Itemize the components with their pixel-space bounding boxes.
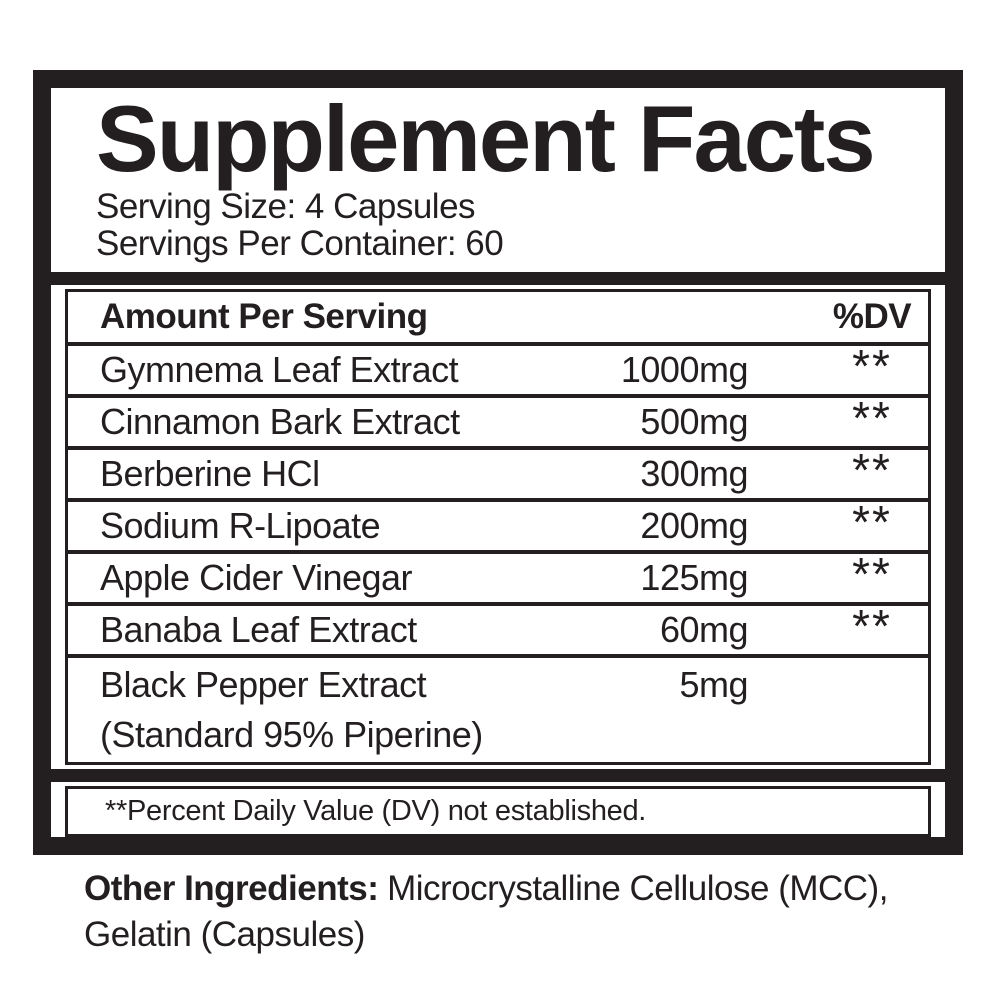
label-header (51, 88, 945, 262)
other-ingredients-text: Microcrystalline Cellulose (MCC), Gelatin (Capsules) (84, 869, 888, 954)
thick-divider-top (51, 272, 945, 285)
ingredient-name: Cinnamon Bark Extract (100, 401, 460, 442)
ingredient-amount: 500mg (640, 401, 748, 442)
ingredient-amount: 200mg (640, 505, 748, 546)
ingredient-amount: 1000mg (620, 349, 748, 390)
ingredient-name: Banaba Leaf Extract (100, 609, 417, 650)
ingredient-amount: 300mg (640, 453, 748, 494)
ingredient-name: Sodium R-Lipoate (100, 505, 381, 546)
other-ingredients (84, 866, 944, 958)
ingredient-dv: ** (852, 392, 892, 444)
other-ingredients-label: Other Ingredients: (84, 869, 379, 908)
header-dv: %DV (832, 297, 912, 336)
ingredient-row (68, 496, 928, 554)
ingredient-amount: 60mg (659, 609, 748, 650)
header-amount-per-serving: Amount Per Serving (100, 297, 428, 336)
supplement-label-frame (33, 70, 963, 855)
ingredient-row (68, 392, 928, 450)
ingredient-dv: ** (852, 600, 892, 652)
serving-size: Serving Size: 4 Capsules (96, 187, 476, 226)
servings-per-container: Servings Per Container: 60 (96, 224, 504, 263)
ingredient-name: Berberine HCl (100, 453, 320, 494)
ingredient-row (68, 548, 928, 606)
ingredient-name-line2: (Standard 95% Piperine) (100, 714, 483, 755)
facts-table (65, 289, 931, 765)
ingredient-row (68, 444, 928, 502)
ingredient-row (68, 340, 928, 398)
ingredient-name: Gymnema Leaf Extract (100, 349, 459, 390)
ingredient-name (68, 660, 588, 760)
ingredient-row (68, 658, 928, 762)
ingredient-name: Apple Cider Vinegar (100, 557, 413, 598)
ingredient-name-line1: Black Pepper Extract (100, 664, 427, 705)
ingredient-dv: ** (852, 496, 892, 548)
thick-divider-bottom (51, 769, 945, 782)
footnote-text: **Percent Daily Value (DV) not established. (105, 795, 647, 827)
ingredient-row (68, 600, 928, 658)
ingredient-amount: 125mg (640, 557, 748, 598)
ingredient-dv: ** (852, 340, 892, 392)
ingredient-amount: 5mg (679, 664, 748, 705)
ingredient-dv: ** (852, 444, 892, 496)
table-header-row (68, 292, 928, 346)
page-title: Supplement Facts (96, 86, 874, 191)
footnote-box (65, 786, 931, 837)
ingredient-dv: ** (852, 548, 892, 600)
